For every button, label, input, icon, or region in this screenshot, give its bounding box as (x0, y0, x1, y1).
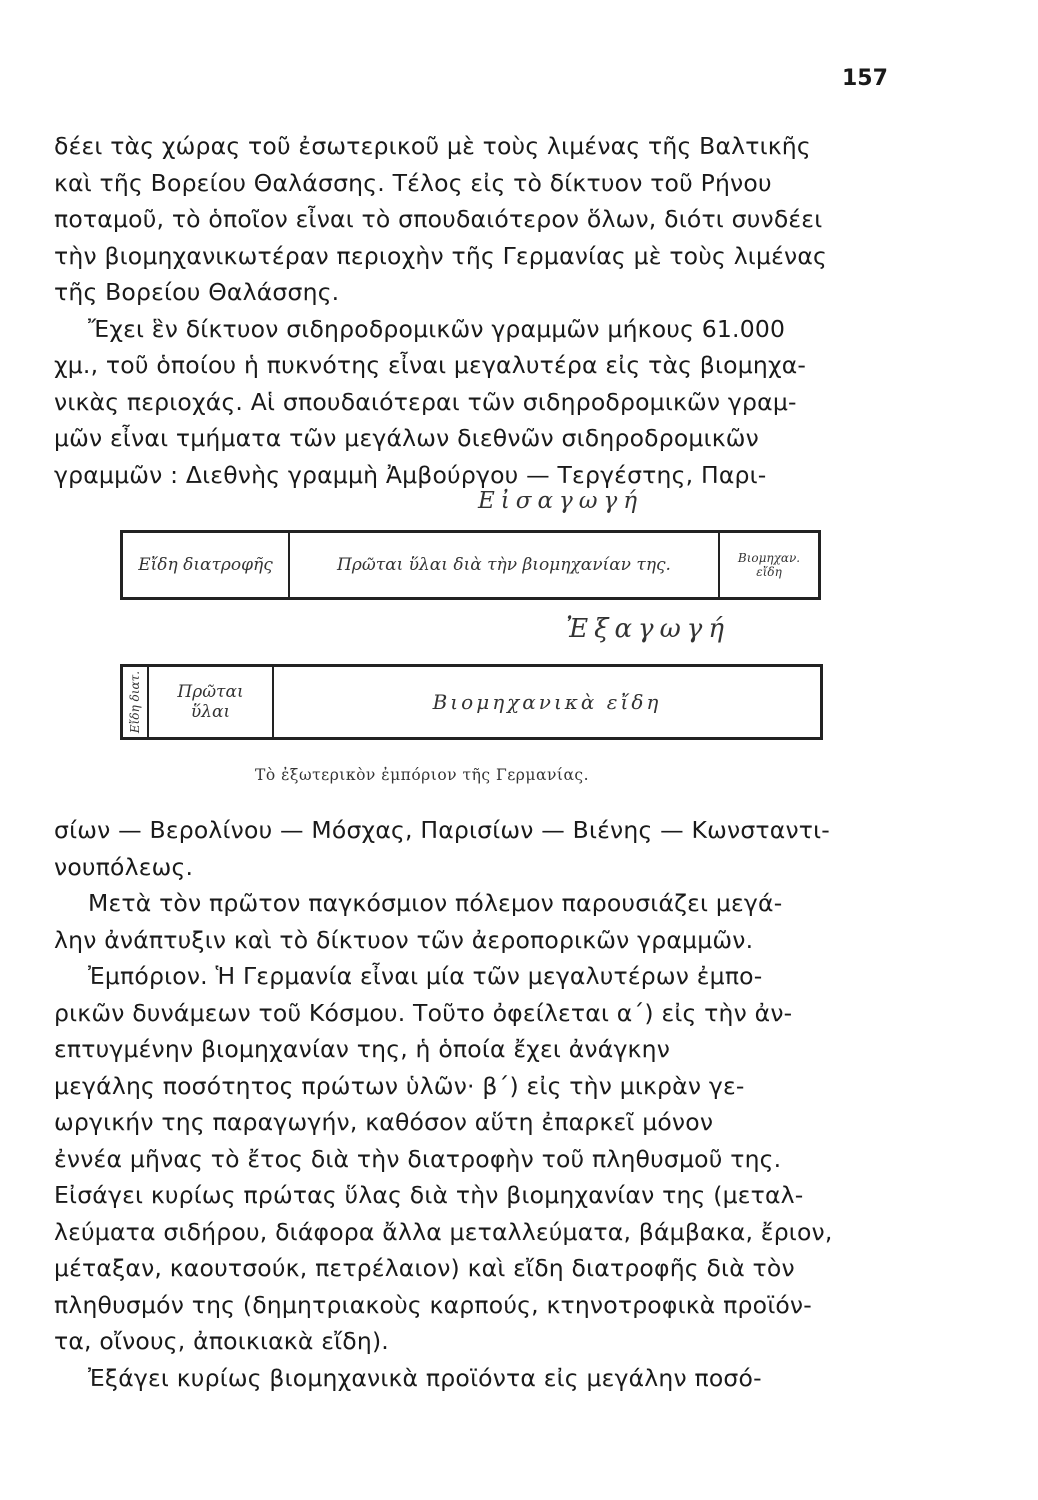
text-line: Εἰσάγει κυρίως πρώτας ὕλας διὰ τὴν βιομηχανίαν της (μεταλ- (54, 1181, 804, 1209)
import-industrial-line2: εἴδη (756, 565, 782, 579)
export-raw-line2: ὕλαι (190, 702, 231, 722)
text-line: Ἐμπόριον. Ἡ Γερμανία εἶναι μία τῶν μεγαλυτέρων ἐμπο- (88, 962, 763, 990)
export-title: Ἐξαγωγή (566, 614, 730, 644)
import-diagram (120, 530, 821, 600)
text-line: ωργικήν της παραγωγήν, καθόσον αὕτη ἐπαρκεῖ μόνον (54, 1108, 714, 1136)
text-line: Μετὰ τὸν πρῶτον παγκόσμιον πόλεμον παρουσιάζει μεγά- (88, 889, 783, 917)
text-line: Ἔχει ἓν δίκτυον σιδηροδρομικῶν γραμμῶν μήκους 61.000 (88, 314, 786, 343)
text-line: τα, οἴνους, ἀποικιακὰ εἴδη). (54, 1327, 389, 1355)
text-line: Ἐξάγει κυρίως βιομηχανικὰ προϊόντα εἰς μεγάλην ποσό- (88, 1363, 762, 1392)
import-industrial-line1: Βιομηχαν. (737, 551, 801, 565)
text-line: μεγάλης ποσότητος πρώτων ὑλῶν· β΄) εἰς τὴν μικρὰν γε- (54, 1071, 745, 1100)
text-line: τῆς Βορείου Θαλάσσης. (54, 278, 340, 306)
export-food-cell (123, 667, 149, 737)
import-title: Εἰσαγωγή (478, 488, 644, 514)
text-line: χμ., τοῦ ὁποίου ἡ πυκνότης εἶναι μεγαλυτέρα εἰς τὰς βιομηχα- (54, 351, 807, 379)
page-number: 157 (842, 66, 888, 91)
export-raw-line1: Πρῶται (177, 682, 244, 702)
export-industrial-cell: Βιομηχανικὰ εἴδη (432, 690, 662, 714)
text-line: λεύματα σιδήρου, διάφορα ἄλλα μεταλλεύματα, βάμβακα, ἔριον, (54, 1217, 833, 1246)
text-line: νικὰς περιοχάς. Αἱ σπουδαιότεραι τῶν σιδηροδρομικῶν γραμ- (54, 387, 797, 416)
text-line: τὴν βιομηχανικωτέραν περιοχὴν τῆς Γερμανίας μὲ τοὺς λιμένας (54, 241, 828, 270)
import-food-cell: Εἴδη διατροφῆς (123, 533, 290, 597)
text-line: λην ἀνάπτυξιν καὶ τὸ δίκτυον τῶν ἀεροπορικῶν γραμμῶν. (54, 925, 754, 954)
text-line: ἐννέα μῆνας τὸ ἔτος διὰ τὴν διατροφὴν τοῦ πληθυσμοῦ της. (54, 1144, 782, 1173)
body-text-bottom (54, 812, 902, 1396)
import-industrial-cell (720, 533, 818, 597)
text-line: σίων — Βερολίνου — Μόσχας, Παρισίων — Βιένης — Κωνσταντι- (54, 816, 830, 844)
text-line: ποταμοῦ, τὸ ὁποῖον εἶναι τὸ σπουδαιότερον ὅλων, διότι συνδέει (54, 205, 823, 233)
figure-caption: Τὸ ἐξωτερικὸν ἐμπόριον τῆς Γερμανίας. (255, 766, 590, 784)
export-diagram (120, 664, 823, 740)
text-line: πληθυσμόν της (δημητριακοὺς καρπούς, κτηνοτροφικὰ προϊόν- (54, 1290, 812, 1319)
import-raw-materials-cell: Πρῶται ὕλαι διὰ τὴν βιομηχανίαν της. (290, 533, 720, 597)
text-line: νουπόλεως. (54, 852, 194, 881)
text-line: γραμμῶν : Διεθνὴς γραμμὴ Ἀμβούργου — Τεργέστης, Παρι- (54, 460, 767, 489)
text-line: ρικῶν δυνάμεων τοῦ Κόσμου. Τοῦτο ὀφείλεται α΄) εἰς τὴν ἀν- (54, 998, 793, 1027)
text-line: μέταξαν, καουτσούκ, πετρέλαιον) καὶ εἴδη διατροφῆς διὰ τὸν (54, 1254, 795, 1282)
body-text-top (54, 128, 902, 493)
export-raw-materials-cell (149, 667, 274, 737)
text-line: δέει τὰς χώρας τοῦ ἐσωτερικοῦ μὲ τοὺς λιμένας τῆς Βαλτικῆς (54, 132, 811, 160)
text-line: καὶ τῆς Βορείου Θαλάσσης. Τέλος εἰς τὸ δίκτυον τοῦ Ρήνου (54, 168, 772, 197)
text-line: μῶν εἶναι τμήματα τῶν μεγάλων διεθνῶν σιδηροδρομικῶν (54, 424, 759, 452)
export-food-label: Εἴδη διατ. (128, 670, 142, 734)
text-line: επτυγμένην βιομηχανίαν της, ἡ ὁποία ἔχει ἀνάγκην (54, 1035, 671, 1063)
